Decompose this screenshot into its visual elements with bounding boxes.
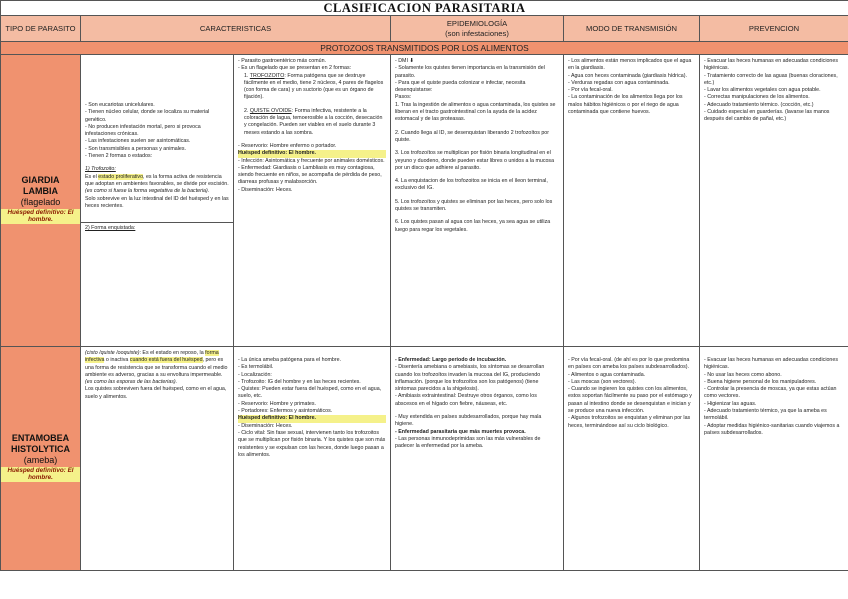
entamoeba-prevention <box>700 347 848 571</box>
host-highlight: Huésped definitivo: El hombre. <box>238 150 386 157</box>
list-item: - Cuidado especial en guarderías. (lavarse las manos después del cambio de pañal, etc.) <box>704 109 830 123</box>
entamoeba-host-badge: Huésped definitivo: El hombre. <box>1 467 80 482</box>
section-header: PROTOZOOS TRANSMITIDOS POR LOS ALIMENTOS <box>1 42 848 55</box>
host-highlight: Huésped definitivo: El hombre. <box>238 415 386 422</box>
trofozoito-text-a: Es el <box>85 173 97 180</box>
list-item: - Reservorio: Hombre y primates. <box>238 400 317 407</box>
quiste-text-a: : Es el estado en reposo, la <box>139 350 204 356</box>
list-item: - Las moscas (son vectores). <box>568 378 636 385</box>
trofozoito-def: 1. TROFOZOITO: Forma patógena que se destruye fácilmente en el medio, tiene 2 núcleos, 4 pares de flagelos (con forma de cara) y un suctorio (que es un órgano de fijación). <box>244 72 384 101</box>
quiste-note: (es como las esporas de las bacterias). <box>85 379 178 386</box>
list-item: - Los alimentos están menos implicados que el agua en la giardiasis. <box>568 58 692 72</box>
list-item: - Trofozoito: IG del hombre y en las heces recientes. <box>238 378 361 385</box>
list-item: - Algunos trofozoitos se enquistan y eliminan por las heces, terminándose así su ciclo biológico. <box>568 415 691 429</box>
list-item: 5. Los trofozoítos y quistes se eliminan por las heces, pero solo los quistes se transmiten. <box>395 198 553 213</box>
quiste-continued <box>81 347 234 571</box>
list-item: - Las personas inmunodeprimidas son las más vulnerables de padecer la enfermedad por la ameba. <box>395 435 541 450</box>
header-tipo: TIPO DE PARASITO <box>1 16 81 42</box>
giardia-general-traits <box>81 55 234 347</box>
quiste-text-c: , pero es una forma de resistencia que se transforma cuando el medio ambiente es adverso, gracias a su envoltura impermeable. <box>85 357 228 378</box>
list-item: - Diseminación: Heces. <box>238 186 293 193</box>
list-item: - Son eucariotas unicelulares. <box>85 102 155 108</box>
list-item: - Es un flagelado que se presentan en 2 formas: <box>238 65 352 72</box>
list-item: - DMI ⬇ <box>395 58 414 64</box>
list-item: - Reservorio: Hombre enfermo o portador. <box>238 142 337 149</box>
giardia-name-1: GIARDIA <box>21 174 60 185</box>
list-item: - Buena higiene personal de los manipuladores. <box>704 378 817 385</box>
list-item: - Higienizar las aguas. <box>704 400 757 407</box>
list-item: - Tienen núcleo celular, donde se localiza su material genético. <box>85 109 210 123</box>
list-item: - No producen infestación mortal, pero si provoca infestaciones crónicas. <box>85 123 201 138</box>
header-modo: MODO DE TRANSMISIÓN <box>564 16 700 42</box>
list-item: - Muy extendida en países subdesarrollados, porque hay mala higiene. <box>395 414 542 428</box>
giardia-prevention <box>700 55 848 347</box>
entamoeba-traits <box>234 347 391 571</box>
header-epidemiologia <box>391 16 564 42</box>
list-item: - Agua con heces contaminada (giardiasis hídrica). <box>568 72 687 79</box>
list-item: - No usar las heces como abono. <box>704 371 782 378</box>
list-item: - Las infestaciones suelen ser asintomáticas. <box>85 138 191 145</box>
list-item: - Verduras regadas con agua contaminada. <box>568 79 670 86</box>
list-item: - Amibiasis extraintestinal: Destruye otros órganos, como los abscesos en el hígado con fiebre, náuseas, etc. <box>395 393 537 407</box>
entamoeba-epidemiology <box>391 347 564 571</box>
quiste-text-d: Los quistes sobreviven fuera del huésped, como en el agua, suelo y alimentos. <box>85 386 227 400</box>
list-item: 6. Los quistes pasan al agua con las heces, ya sea agua se utiliza luego para regar los vegetales. <box>395 219 551 233</box>
list-item: - Diseminación: Heces. <box>238 422 293 429</box>
list-item: - Enfermedad parasitaria que más muertes provoca. <box>395 428 526 435</box>
giardia-host-badge: Huésped definitivo: El hombre. <box>1 209 80 224</box>
trofozoito-note: (es como si fuese la forma vegetativa de la bacteria). <box>85 188 210 195</box>
list-item: - Por vía fecal-oral. (de ahí es por lo que predomina en países con ameba los países subdesarrollados). <box>568 357 690 371</box>
list-item: - Controlar la presencia de moscas, ya que estas actúan como vectores. <box>704 386 837 400</box>
quiste-text-b: o inactiva <box>105 357 129 364</box>
giardia-specific-traits <box>234 55 391 347</box>
quiste-block <box>81 222 233 232</box>
quiste-highlight-1: forma infectiva <box>85 350 219 364</box>
trofozoito-desc: : Forma patógena que se destruye fácilmente en el medio, tiene 2 núcleos, 4 pares de flagelos (con forma de cara) y un suctorio (que es un órgano de fijación). <box>244 72 384 101</box>
quiste-label: QUISTE OVOIDE <box>249 107 292 114</box>
list-item: - Evacuar las heces humanas en adecuadas condiciones higiénicas. <box>704 58 838 72</box>
list-item: - Son transmisibles a personas y animales. <box>85 145 186 152</box>
list-item: - Por vía fecal-oral. <box>568 87 613 94</box>
quiste-desc: : Forma infectiva, resistente a la coloración de lagua, temoerosible a la cocción, desecación y congelación. Pueden ser viables en el suelo durante 3 meses estando a las sombra. <box>244 107 383 136</box>
trofozoito-block <box>85 166 229 210</box>
list-item: - Correctas manipulaciones de los alimentos. <box>704 94 810 101</box>
parasite-giardia <box>1 55 81 347</box>
header-caracteristicas: CARACTERISTICAS <box>81 16 391 42</box>
list-item: 1. Tras la ingestión de alimentos o agua contaminada, los quistes se liberan en el tracto gastrointestinal con la ayuda de la acidez estomacal y de las proteasas. <box>395 101 556 123</box>
entamoeba-type: (ameba) <box>23 454 58 465</box>
list-item: - Quistes: Pueden estar fuera del huésped, como en el agua, suelo, etc. <box>238 386 382 400</box>
header-epi-line2: (son infestaciones) <box>445 28 509 38</box>
list-item: - La contaminación de los alimentos llega por los malos hábitos higiénicos o por el riego de agua contaminada que contiene huevos. <box>568 94 683 116</box>
giardia-name-2: LAMBIA <box>23 185 58 196</box>
entamoeba-name-2: HISTOLYTICA <box>10 443 70 454</box>
list-item: - Tratamiento correcto de las aguas (buenas cloraciones, etc.) <box>704 72 838 86</box>
row-entamoeba <box>1 347 848 571</box>
trofozoito-label: TROFOZOITO <box>249 72 285 79</box>
giardia-epidemiology <box>391 55 564 347</box>
list-item: - Enfermedad: Largo periodo de incubación. <box>395 357 507 363</box>
list-item: - Portadores: Enfermos y asintomáticos. <box>238 408 333 415</box>
list-item: - Disentería amebiana o amebiasis, los síntomas se desarrollan cuando los trofozoítos invaden la mucosa del IG, produciendo inflamación. (porque los trofozoítos son los patógenos) (tiene síntomas parecidos a la shigelosis). <box>395 364 545 393</box>
list-item: 2. Cuando llega al ID, se desenquistan liberando 2 trofozoítos por quiste. <box>395 129 550 143</box>
list-item: - Tienen 2 formas o estados: <box>85 153 153 160</box>
list-item: Pasos: <box>395 94 412 101</box>
list-item: - Adecuado tratamiento térmico. (cocción, etc.) <box>704 101 814 108</box>
list-item: - Solamente los quistes tienen importancia en la transmisión del parasito. <box>395 65 545 79</box>
header-epi-line1: EPIDEMIOLOGÍA <box>446 18 508 28</box>
table-title: CLASIFICACION PARASITARIA <box>1 1 848 16</box>
trofozoito-heading: 1) Trofozoito: <box>85 166 116 173</box>
list-item: - Evacuar las heces humanas en adecuadas condiciones higiénicas. <box>704 357 838 371</box>
list-item: - Parasito gastroentérico más común. <box>238 58 327 64</box>
list-item: - Para que el quiste pueda colonizar e infectar, necesita desenquistarse: <box>395 79 526 94</box>
list-item: - La única ameba patógena para el hombre. <box>238 357 342 363</box>
list-item: - Lavar los alimentos vegetales con agua potable. <box>704 87 821 94</box>
list-item: - Alimentos o agua contaminada. <box>568 371 646 378</box>
list-item: - Cuando se ingieren los quistes con los alimentos, estos soportan fácilmente su paso por el estómago y pasan al intestino donde se desenquistan e inician y se produce una nueva infección. <box>568 386 692 415</box>
quiste-text <box>85 350 229 401</box>
list-item: - Localización: <box>238 371 272 378</box>
list-item: - Ciclo vital: Sin fase sexual, intervienen tanto los trofozoitos que se multiplican por fisión binaria. Y los quistes que son más resistentes y se expulsan con las heces, donde luego pasan a los alimentos. <box>238 429 386 458</box>
giardia-type: (flagelado <box>20 196 61 207</box>
list-item: 4. La enquistacion de los trofozoitos se inicia en el íleon terminal, exclusivo del IG. <box>395 178 548 192</box>
entamoeba-name-1: ENTAMOBEA <box>11 432 70 443</box>
giardia-transmission <box>564 55 700 347</box>
list-item: - Enfermedad: Giardiasis o Lambliasis es muy contagiosa, siendo frecuente en niños, se acompaña de pérdida de peso, diarreas profusas y malabsorción. <box>238 164 382 186</box>
list-item: - Es termolábil. <box>238 364 274 371</box>
quiste-def: 2. QUISTE OVOIDE: Forma infectiva, resistente a la coloración de lagua, temoerosible a la cocción, desecación y congelación. Pueden ser viables en el suelo durante 3 meses estando a las sombra. <box>244 107 383 136</box>
quiste-highlight-2: cuando está fuera del huésped <box>129 357 203 364</box>
parasite-entamoeba <box>1 347 81 571</box>
list-item: 3. Los trofozoítos se multiplican por fisión binaria longitudinal en el yeyuno y duodeno, donde pueden estar libres o unidos a la mucosa por un disco que adhiere al parasito. <box>395 150 555 171</box>
quiste-synonyms: (cisto /quiste /ooquiste) <box>85 350 140 356</box>
header-prevencion: PREVENCION <box>700 16 848 42</box>
trofozoito-text-c: Solo sobrevive en la luz intestinal del ID del huésped y en las heces recientes. <box>85 195 229 209</box>
entamoeba-transmission <box>564 347 700 571</box>
trofozoito-text-b: , es la forma activa de resistencia que adoptan en ambientes favorables, se divide por escisión. <box>85 173 229 187</box>
list-item: - Adecuado tratamiento térmico, ya que la ameba es termolábil. <box>704 408 827 422</box>
row-giardia <box>1 55 848 347</box>
quiste-heading: 2) Forma enquistada: <box>85 225 136 232</box>
list-item: - Infección: Asintomática y frecuente por animales domésticos. <box>238 157 385 164</box>
list-item: - Adoptar medidas higiénico-sanitarias cuando viajemos a países subdesarrollados. <box>704 422 840 436</box>
trofozoito-highlight: estado proliferativo <box>98 173 144 180</box>
